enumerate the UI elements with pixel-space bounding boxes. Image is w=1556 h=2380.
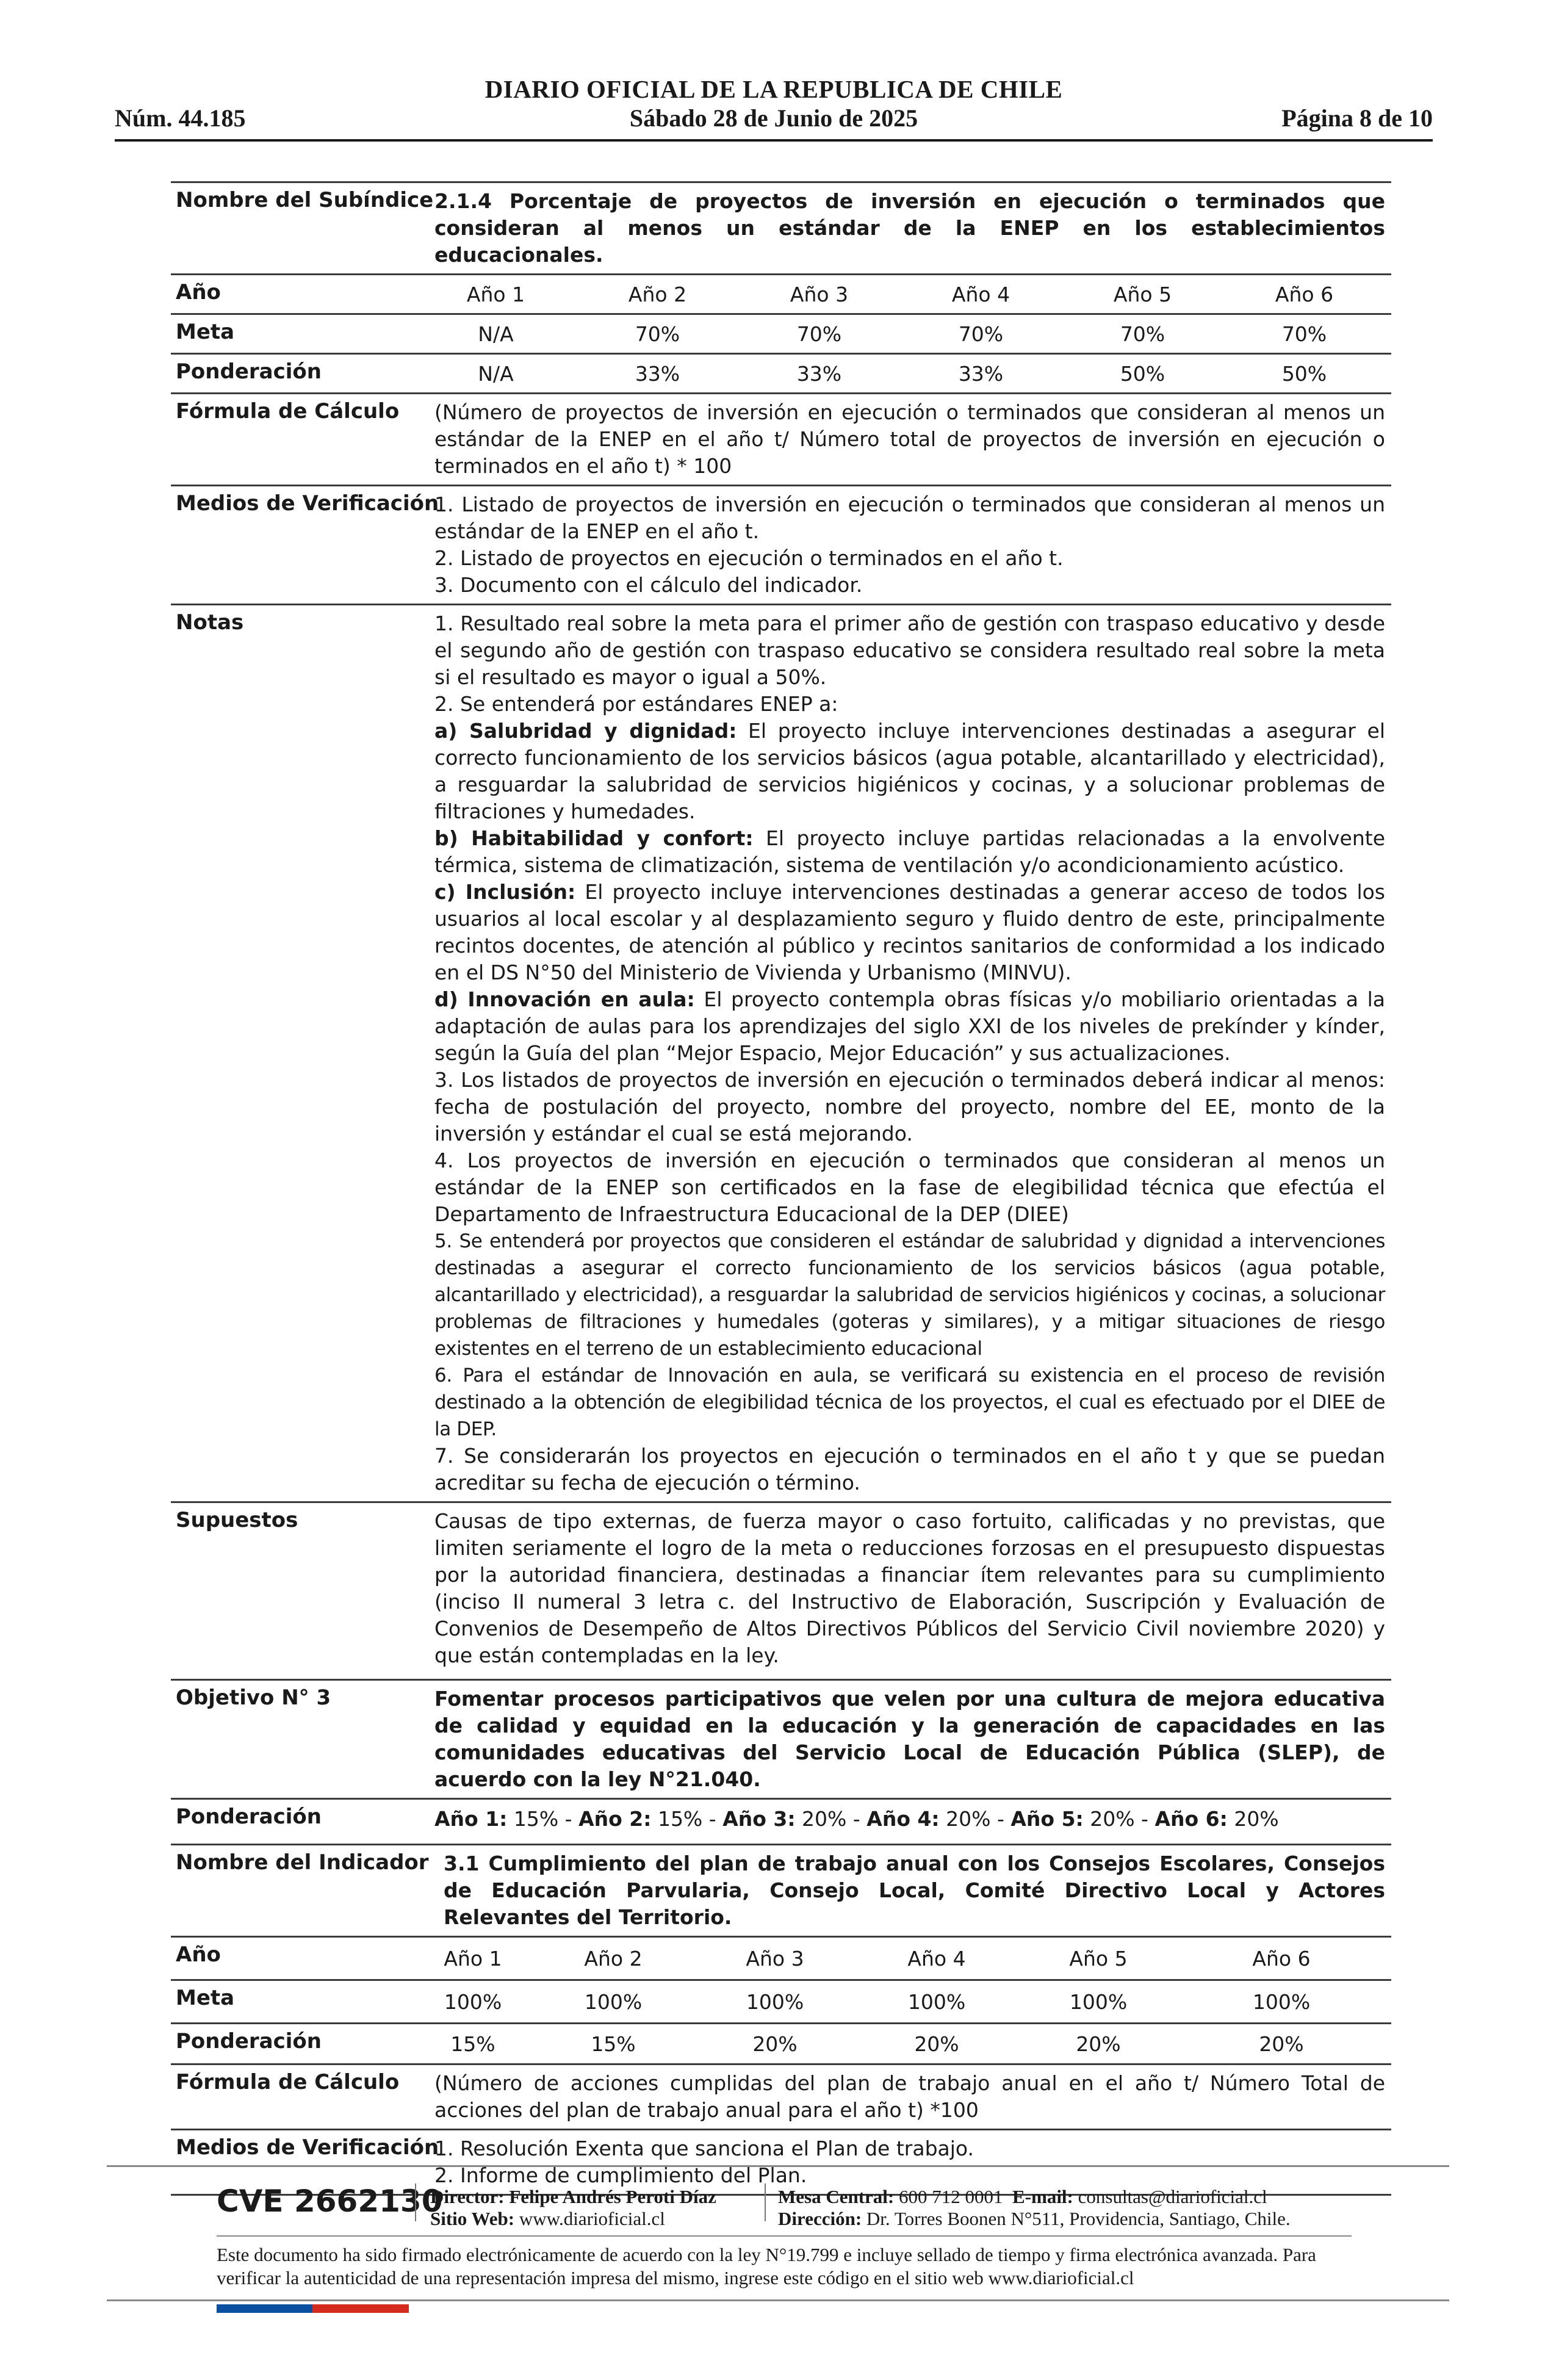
footer-divider — [107, 2299, 1449, 2301]
weight-value: 15% - — [507, 1807, 579, 1831]
year-cell: Año 4 — [907, 1946, 966, 1971]
indicator-table — [171, 181, 1391, 2196]
weight-cell: 15% — [450, 2032, 495, 2056]
notes-label: Notas — [176, 610, 244, 635]
formula-label: Fórmula de Cálculo — [176, 2070, 400, 2094]
meta-cell: 100% — [1069, 1989, 1128, 2014]
note-2: 2. Se entenderá por estándares ENEP a: — [434, 692, 838, 716]
weight-value: 15% - — [651, 1807, 723, 1831]
weight-year: Año 4: — [866, 1807, 940, 1831]
note-standard-d-text: El proyecto contempla obras físicas y/o mobiliario orientadas a la adaptación de aulas para los aprendizajes del siglo XXI de los niveles de prekínder y kínder, según la Guía del plan “Mejor Espacio, Mejor Educación” y sus actualizaciones. — [434, 987, 1386, 1065]
cve-code: CVE 2662130 — [217, 2183, 443, 2219]
year-cell: Año 6 — [1275, 282, 1334, 306]
indicator-name: 3.1 Cumplimiento del plan de trabajo anual con los Consejos Escolares, Consejos de Educación Parvularia, Consejo Local, Comité Directivo Local y Actores Relevantes del Territorio. — [444, 1852, 1385, 1929]
note-1: 1. Resultado real sobre la meta para el primer año de gestión con traspaso educativo y desde el segundo año de gestión con traspaso educativo se considera resultado real sobre la meta si el resultado es mayor o igual a 50%. — [434, 611, 1385, 689]
weight-cell: 50% — [1281, 361, 1327, 386]
address-text: Dr. Torres Boonen N°511, Providencia, Santiago, Chile. — [862, 2208, 1291, 2229]
weight-year: Año 1: — [434, 1807, 508, 1831]
year-label: Año — [176, 1942, 221, 1967]
verification-label: Medios de Verificación — [176, 491, 439, 516]
meta-row — [171, 1979, 1391, 2022]
flag-stripe — [217, 2304, 409, 2313]
header-divider — [115, 139, 1433, 142]
weight-label: Ponderación — [176, 359, 322, 384]
year-cell: Año 1 — [466, 282, 525, 306]
indicator-name-label: Nombre del Indicador — [176, 1850, 429, 1875]
year-cell: Año 6 — [1252, 1946, 1311, 1971]
legal-notice: Este documento ha sido firmado electrónicamente de acuerdo con la ley N°19.799 e incluye sellado de tiempo y firma electrónica avanzada. Para verificar la autenticidad de una representación impresa del mismo, ingrese este código en el sitio web www.diarioficial.cl — [217, 2244, 1316, 2288]
year-cell: Año 3 — [790, 282, 849, 306]
weight-value: 20% - — [1083, 1807, 1155, 1831]
weight-row — [171, 353, 1391, 392]
footer-divider — [107, 2165, 1449, 2167]
indicator-name-row — [171, 1844, 1391, 1936]
weight-label: Ponderación — [176, 2029, 322, 2054]
email-label: E-mail: — [1012, 2186, 1073, 2207]
weight-cell: 50% — [1120, 361, 1165, 386]
director-label: Director: — [430, 2186, 505, 2207]
weight-cell: 20% — [1076, 2032, 1121, 2056]
formula-label: Fórmula de Cálculo — [176, 399, 400, 424]
weight-cell: 33% — [796, 361, 842, 386]
website-link[interactable]: www.diarioficial.cl — [514, 2208, 665, 2229]
subindex-name-row — [171, 181, 1391, 273]
weight-cell: 33% — [635, 361, 680, 386]
weight-value: 20% - — [795, 1807, 867, 1831]
weight-cell: 20% — [1259, 2032, 1304, 2056]
note-standard-b-text: El proyecto incluye partidas relacionadas a la envolvente térmica, sistema de climatización, sistema de ventilación y/o acondicionamiento acústico. — [434, 826, 1385, 877]
footer-separator — [765, 2183, 766, 2221]
year-row — [171, 273, 1391, 313]
weight-value: 20% - — [939, 1807, 1011, 1831]
meta-cell: 100% — [1252, 1989, 1311, 2014]
note-standard-b — [434, 825, 1385, 879]
meta-cell: 100% — [584, 1989, 643, 2014]
note-standard-d — [434, 986, 1385, 1067]
note-standard-b-title: b) Habitabilidad y confort: — [434, 826, 754, 850]
meta-cell: 100% — [746, 1989, 804, 2014]
weight-year: Año 5: — [1010, 1807, 1084, 1831]
weight-year: Año 6: — [1154, 1807, 1228, 1831]
notes-body — [434, 605, 1391, 1501]
year-cell: Año 3 — [746, 1946, 804, 1971]
formula-text: (Número de proyectos de inversión en ejecución o terminados que consideran al menos un estándar de la ENEP en el año t/ Número total de proyectos de inversión en ejecución o terminados en el año t) * 100 — [434, 400, 1385, 478]
weight-row — [171, 2022, 1391, 2063]
page-number: Página 8 de 10 — [1281, 104, 1433, 132]
objective-weight-row — [171, 1798, 1391, 1839]
objective-label: Objetivo N° 3 — [176, 1686, 331, 1710]
footer-divider — [217, 2235, 1352, 2237]
objective-row — [171, 1679, 1391, 1798]
year-label: Año — [176, 280, 221, 305]
verification-item: 2. Informe de cumplimiento del Plan. — [434, 2163, 807, 2187]
note-standard-a — [434, 718, 1385, 825]
director-name: Felipe Andrés Peroti Díaz — [504, 2186, 716, 2207]
assumptions-label: Supuestos — [176, 1508, 298, 1532]
note-standard-a-title: a) Salubridad y dignidad: — [434, 719, 737, 743]
meta-cell: N/A — [478, 322, 514, 346]
weight-cell: 20% — [914, 2032, 959, 2056]
meta-cell: 70% — [635, 322, 680, 346]
email-link[interactable]: consultas@diarioficial.cl — [1073, 2186, 1267, 2207]
note-standard-d-title: d) Innovación en aula: — [434, 987, 695, 1011]
objective-text: Fomentar procesos participativos que velen por una cultura de mejora educativa de calidad y equidad en la educación y la generación de capacidades en las comunidades educativas del Servicio Local de Educación Pública (SLEP), de acuerdo con la ley N°21.040. — [434, 1687, 1385, 1791]
address-label: Dirección: — [778, 2208, 862, 2229]
issue-date: Sábado 28 de Junio de 2025 — [629, 104, 918, 132]
footer-director-block — [430, 2186, 716, 2230]
footer-contact-block — [778, 2186, 1291, 2230]
year-row — [171, 1936, 1391, 1979]
meta-cell: 100% — [444, 1989, 502, 2014]
assumptions-row — [171, 1501, 1391, 1674]
verification-list — [434, 486, 1391, 604]
weight-cell: 20% — [752, 2032, 798, 2056]
verification-item: 3. Documento con el cálculo del indicador. — [434, 573, 863, 597]
formula-text: (Número de acciones cumplidas del plan de trabajo anual en el año t/ Número Total de acciones del plan de trabajo anual para el año t) *100 — [434, 2071, 1385, 2122]
page-footer — [107, 2165, 1449, 2318]
meta-row — [171, 313, 1391, 353]
meta-label: Meta — [176, 320, 235, 344]
note-6: 6. Para el estándar de Innovación en aula, se verificará su existencia en el proceso de revisión destinado a la obtención de elegibilidad técnica de los proyectos, el cual es efectuado por el DIEE de la DEP. — [434, 1365, 1385, 1440]
website-label: Sitio Web: — [430, 2208, 515, 2229]
weight-year: Año 2: — [578, 1807, 652, 1831]
objective-weight-values — [434, 1800, 1391, 1839]
note-4: 4. Los proyectos de inversión en ejecución o terminados que consideran al menos un estándar de la ENEP son certificados en la fase de elegibilidad técnica que efectúa el Departamento de Infraestructura Educacional de la DEP (DIEE) — [434, 1149, 1385, 1226]
weight-value: 20% — [1227, 1807, 1279, 1831]
phone-number: 600 712 0001 — [894, 2186, 1003, 2207]
weight-cell: N/A — [478, 361, 514, 386]
note-7: 7. Se considerarán los proyectos en ejecución o terminados en el año t y que se puedan acreditar su fecha de ejecución o término. — [434, 1444, 1385, 1495]
note-standard-c — [434, 879, 1385, 986]
weight-cell: 33% — [958, 361, 1004, 386]
assumptions-text: Causas de tipo externas, de fuerza mayor o caso fortuito, calificadas y no previstas, que limiten seriamente el logro de la meta o reducciones forzosas en el presupuesto dispuestas por la autoridad financiera, destinadas a financiar ítem relevantes para su cumplimiento (inciso II numeral 3 letra c. del Instructivo de Elaboración, Suscripción y Evaluación de Convenios de Desempeño de Altos Directivos Públicos del Servicio Civil noviembre 2020) y que están contempladas en la ley. — [434, 1509, 1385, 1667]
year-cell: Año 5 — [1069, 1946, 1128, 1971]
newspaper-title: DIARIO OFICIAL DE LA REPUBLICA DE CHILE — [484, 75, 1063, 103]
verification-item: 1. Listado de proyectos de inversión en ejecución o terminados que consideran al menos un estándar de la ENEP en el año t. — [434, 492, 1385, 543]
year-cell: Año 2 — [628, 282, 687, 306]
note-standard-c-title: c) Inclusión: — [434, 880, 576, 904]
note-standard-a-text: El proyecto incluye intervenciones destinadas a asegurar el correcto funcionamiento de los servicios básicos (agua potable, alcantarillado y electricidad), a resguardar la salubridad de servicios higiénicos y cocinas, y a solucionar problemas de filtraciones y humedades. — [434, 719, 1385, 823]
verification-row — [171, 485, 1391, 604]
year-cell: Año 4 — [951, 282, 1010, 306]
issue-number: Núm. 44.185 — [115, 104, 246, 132]
meta-cell: 70% — [796, 322, 842, 346]
subindex-name-label: Nombre del Subíndice — [176, 188, 434, 212]
subindex-name: 2.1.4 Porcentaje de proyectos de inversión en ejecución o terminados que consideran al menos un estándar de la ENEP en los establecimientos educacionales. — [434, 189, 1385, 267]
note-5: 5. Se entenderá por proyectos que consideren el estándar de salubridad y dignidad a intervenciones destinadas a asegurar el correcto funcionamiento de los servicios básicos (agua potable, alcantarillado y electricidad), a resguardar la salubridad de servicios higiénicos y cocinas, a solucionar problemas de filtraciones y humedales (goteras y similares), y a mitigar situaciones de riesgo existentes en el terreno de un establecimiento educacional — [434, 1230, 1385, 1360]
objective-weight-label: Ponderación — [176, 1805, 322, 1829]
meta-cell: 70% — [1120, 322, 1165, 346]
weight-year: Año 3: — [722, 1807, 796, 1831]
phone-label: Mesa Central: — [778, 2186, 895, 2207]
year-cell: Año 2 — [584, 1946, 643, 1971]
footer-separator — [415, 2183, 416, 2221]
verification-label: Medios de Verificación — [176, 2135, 439, 2160]
note-3: 3. Los listados de proyectos de inversión en ejecución o terminados deberá indicar al menos: fecha de postulación del proyecto, nombre del proyecto, nombre del EE, monto de la inversión y estándar el cual se está mejorando. — [434, 1068, 1385, 1145]
verification-item: 1. Resolución Exenta que sanciona el Plan de trabajo. — [434, 2137, 974, 2160]
weight-cell: 15% — [591, 2032, 636, 2056]
formula-row — [171, 2063, 1391, 2129]
page-header — [115, 73, 1433, 143]
year-cell: Año 5 — [1113, 282, 1172, 306]
year-cell: Año 1 — [444, 1946, 502, 1971]
meta-cell: 70% — [1281, 322, 1327, 346]
meta-cell: 100% — [907, 1989, 966, 2014]
verification-item: 2. Listado de proyectos en ejecución o terminados en el año t. — [434, 546, 1064, 570]
note-standard-c-text: El proyecto incluye intervenciones destinadas a generar acceso de todos los usuarios al local escolar y al desplazamiento seguro y fluido dentro de este, principalmente recintos docentes, de atención al público y recintos sanitarios de conformidad a los indicado en el DS N°50 del Ministerio de Vivienda y Urbanismo (MINVU). — [434, 880, 1385, 984]
meta-label: Meta — [176, 1986, 235, 2010]
formula-row — [171, 392, 1391, 485]
meta-cell: 70% — [958, 322, 1004, 346]
notes-row — [171, 604, 1391, 1501]
